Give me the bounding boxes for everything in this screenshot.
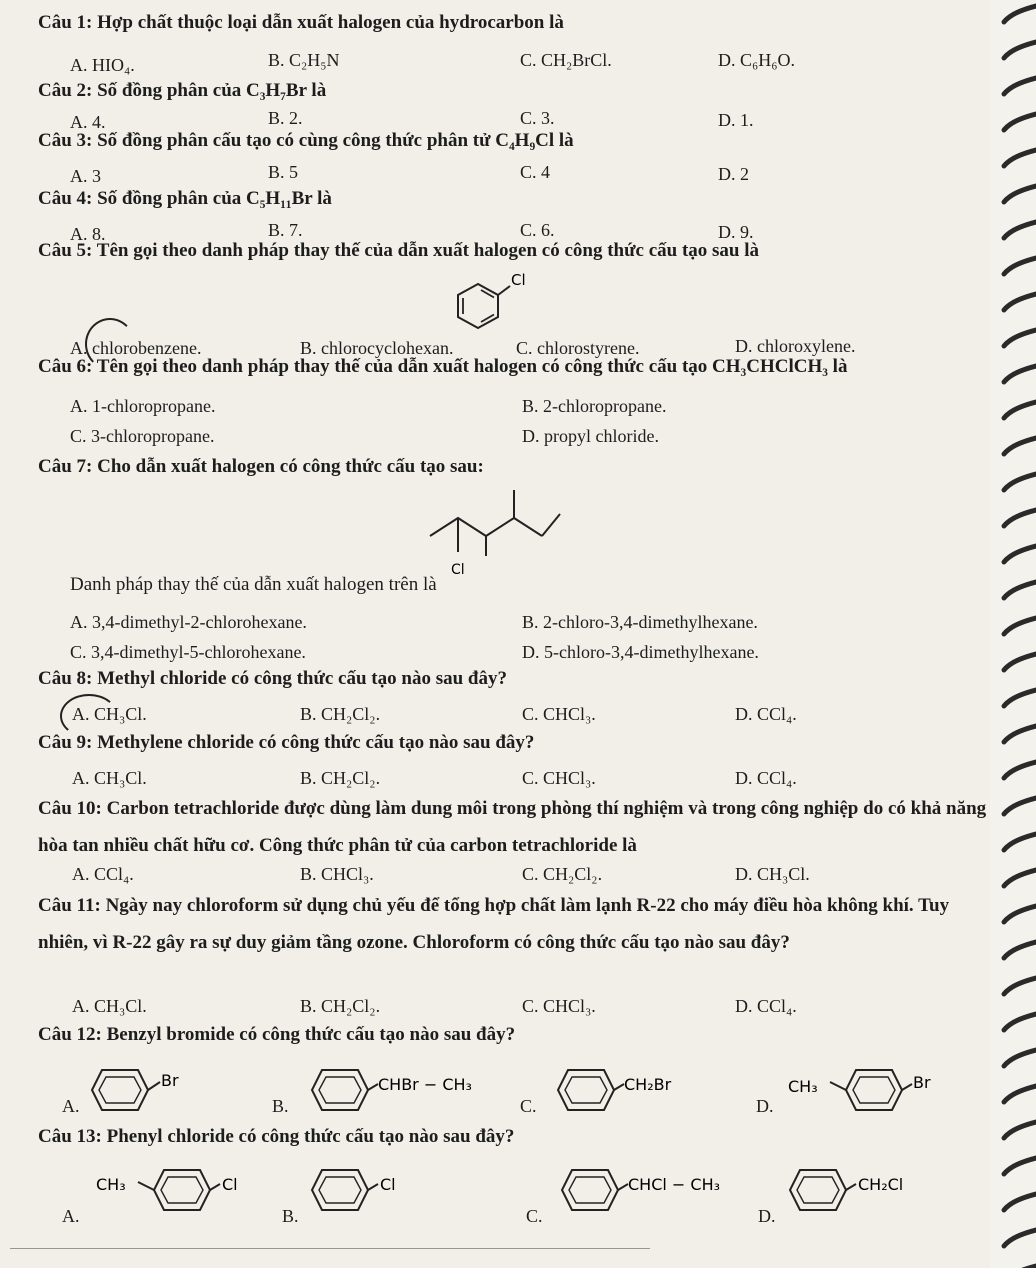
q13c-chcl-ch3-label: CHCl − CH₃ <box>628 1175 721 1194</box>
q2-option-b[interactable]: B. 2. <box>268 108 303 128</box>
q5-chlorobenzene-structure <box>452 268 542 330</box>
q12-structure-b[interactable] <box>306 1060 516 1122</box>
question-12: Câu 12: Benzyl bromide có công thức cấu tạo nào sau đây? <box>38 1024 516 1045</box>
question-3: Câu 3: Số đồng phân cấu tạo có cùng công thức phân tử C₄H₉Cl là <box>38 130 574 151</box>
q4-option-c[interactable]: C. 6. <box>520 220 555 240</box>
question-13: Câu 13: Phenyl chloride có công thức cấu tạo nào sau đây? <box>38 1126 515 1147</box>
q5-option-a[interactable]: A. chlorobenzene. <box>70 338 202 358</box>
question-10: Câu 10: Carbon tetrachloride được dùng làm dung môi trong phòng thí nghiệm và trong công nghiệp do có khả năng hòa tan nhiều chất hữu cơ. Công thức phân tử của carbon tetrachloride là <box>38 798 987 856</box>
q13-structure-d[interactable] <box>784 1160 964 1222</box>
q1-option-b[interactable]: B. C₂H₅N <box>268 50 340 70</box>
q6-option-b[interactable]: B. 2-chloropropane. <box>522 396 667 416</box>
q9-option-d[interactable]: D. CCl₄. <box>735 768 797 788</box>
q12b-chbr-ch3-label: CHBr − CH₃ <box>378 1075 472 1094</box>
q9-option-a[interactable]: A. CH₃Cl. <box>72 768 147 788</box>
q9-option-c[interactable]: C. CHCl₃. <box>522 768 596 788</box>
question-6: Câu 6: Tên gọi theo danh pháp thay thế của dẫn xuất halogen có công thức cấu tạo CH₃CHClCH₃ là <box>38 356 848 377</box>
question-8: Câu 8: Methyl chloride có công thức cấu tạo nào sau đây? <box>38 668 507 689</box>
q11-option-c[interactable]: C. CHCl₃. <box>522 996 596 1016</box>
q3-option-c[interactable]: C. 4 <box>520 162 551 182</box>
q3-option-b[interactable]: B. 5 <box>268 162 299 182</box>
q12d-ch3-label: CH₃ <box>788 1077 818 1096</box>
q2-option-a[interactable]: A. 4. <box>70 112 106 132</box>
question-9: Câu 9: Methylene chloride có công thức cấu tạo nào sau đây? <box>38 732 535 753</box>
q8-option-a[interactable]: A. CH₃Cl. <box>72 704 147 724</box>
q13d-ch2cl-label: CH₂Cl <box>858 1175 904 1194</box>
q7-option-a[interactable]: A. 3,4-dimethyl-2-chlorohexane. <box>70 612 307 632</box>
q13-structure-a[interactable] <box>96 1160 276 1222</box>
q12d-br-label: Br <box>913 1073 931 1092</box>
q7-subtext: Danh pháp thay thế của dẫn xuất halogen trên là <box>70 574 437 595</box>
q4-option-d[interactable]: D. 9. <box>718 222 754 242</box>
q1-option-d[interactable]: D. C₆H₆O. <box>718 50 796 70</box>
q12-structure-d[interactable] <box>788 1060 968 1122</box>
question-4: Câu 4: Số đồng phân của C₅H₁₁Br là <box>38 188 332 209</box>
q7-option-c[interactable]: C. 3,4-dimethyl-5-chlorohexane. <box>70 642 306 662</box>
q5-cl-label: Cl <box>511 271 526 289</box>
q13-option-d-letter[interactable]: D. <box>758 1206 776 1226</box>
q6-option-a[interactable]: A. 1-chloropropane. <box>70 396 216 416</box>
q13b-cl-label: Cl <box>380 1175 396 1194</box>
q5-option-d[interactable]: D. chloroxylene. <box>735 336 856 356</box>
q11-option-d[interactable]: D. CCl₄. <box>735 996 797 1016</box>
q12-option-d-letter[interactable]: D. <box>756 1096 774 1116</box>
q12c-ch2br-label: CH₂Br <box>624 1075 672 1094</box>
q13-option-a-letter[interactable]: A. <box>62 1206 80 1226</box>
q7-cl-label: Cl <box>451 562 465 578</box>
q3-option-a[interactable]: A. 3 <box>70 166 101 186</box>
q5-option-c[interactable]: C. chlorostyrene. <box>516 338 640 358</box>
q12-option-b-letter[interactable]: B. <box>272 1096 289 1116</box>
q12-option-c-letter[interactable]: C. <box>520 1096 537 1116</box>
q13a-ch3-label: CH₃ <box>96 1175 126 1194</box>
q12-structure-a[interactable] <box>86 1060 196 1122</box>
q7-option-d[interactable]: D. 5-chloro-3,4-dimethylhexane. <box>522 642 759 662</box>
q4-option-a[interactable]: A. 8. <box>70 224 106 244</box>
q11-option-b[interactable]: B. CH₂Cl₂. <box>300 996 381 1016</box>
q13-option-c-letter[interactable]: C. <box>526 1206 543 1226</box>
page-edge-binding <box>990 0 1036 1268</box>
q1-option-c[interactable]: C. CH₂BrCl. <box>520 50 612 70</box>
q10-option-a[interactable]: A. CCl₄. <box>72 864 134 884</box>
q11-option-a[interactable]: A. CH₃Cl. <box>72 996 147 1016</box>
question-2: Câu 2: Số đồng phân của C₃H₇Br là <box>38 80 327 101</box>
question-5: Câu 5: Tên gọi theo danh pháp thay thế của dẫn xuất halogen có công thức cấu tạo sau là <box>38 240 760 261</box>
q6-option-d[interactable]: D. propyl chloride. <box>522 426 659 446</box>
q1-option-a[interactable]: A. HIO₄. <box>70 55 135 75</box>
q10-option-d[interactable]: D. CH₃Cl. <box>735 864 810 884</box>
q13-option-b-letter[interactable]: B. <box>282 1206 299 1226</box>
q12a-br-label: Br <box>161 1071 179 1090</box>
q10-option-c[interactable]: C. CH₂Cl₂. <box>522 864 603 884</box>
question-1: Câu 1: Hợp chất thuộc loại dẫn xuất halogen của hydrocarbon là <box>38 12 564 33</box>
q7-skeletal-structure <box>420 480 580 580</box>
q2-option-c[interactable]: C. 3. <box>520 108 555 128</box>
q12-option-a-letter[interactable]: A. <box>62 1096 80 1116</box>
q5-option-b[interactable]: B. chlorocyclohexan. <box>300 338 454 358</box>
q8-option-c[interactable]: C. CHCl₃. <box>522 704 596 724</box>
bottom-divider <box>10 1248 650 1249</box>
question-7: Câu 7: Cho dẫn xuất halogen có công thức cấu tạo sau: <box>38 456 484 477</box>
q13-structure-b[interactable] <box>306 1160 416 1222</box>
q8-option-b[interactable]: B. CH₂Cl₂. <box>300 704 381 724</box>
q7-option-b[interactable]: B. 2-chloro-3,4-dimethylhexane. <box>522 612 758 632</box>
q8-option-d[interactable]: D. CCl₄. <box>735 704 797 724</box>
q10-option-b[interactable]: B. CHCl₃. <box>300 864 374 884</box>
q13a-cl-label: Cl <box>222 1175 238 1194</box>
q13-structure-c[interactable] <box>556 1160 756 1222</box>
q12-structure-c[interactable] <box>552 1060 712 1122</box>
q4-option-b[interactable]: B. 7. <box>268 220 303 240</box>
question-11: Câu 11: Ngày nay chloroform sử dụng chủ yếu để tổng hợp chất làm lạnh R-22 cho máy điều hòa không khí. Tuy nhiên, vì R-22 gây ra sự duy giảm tầng ozone. Chloroform có công thức cấu tạo nào sau đây? <box>38 895 950 953</box>
q2-option-d[interactable]: D. 1. <box>718 110 754 130</box>
q6-option-c[interactable]: C. 3-chloropropane. <box>70 426 215 446</box>
q9-option-b[interactable]: B. CH₂Cl₂. <box>300 768 381 788</box>
q3-option-d[interactable]: D. 2 <box>718 164 749 184</box>
